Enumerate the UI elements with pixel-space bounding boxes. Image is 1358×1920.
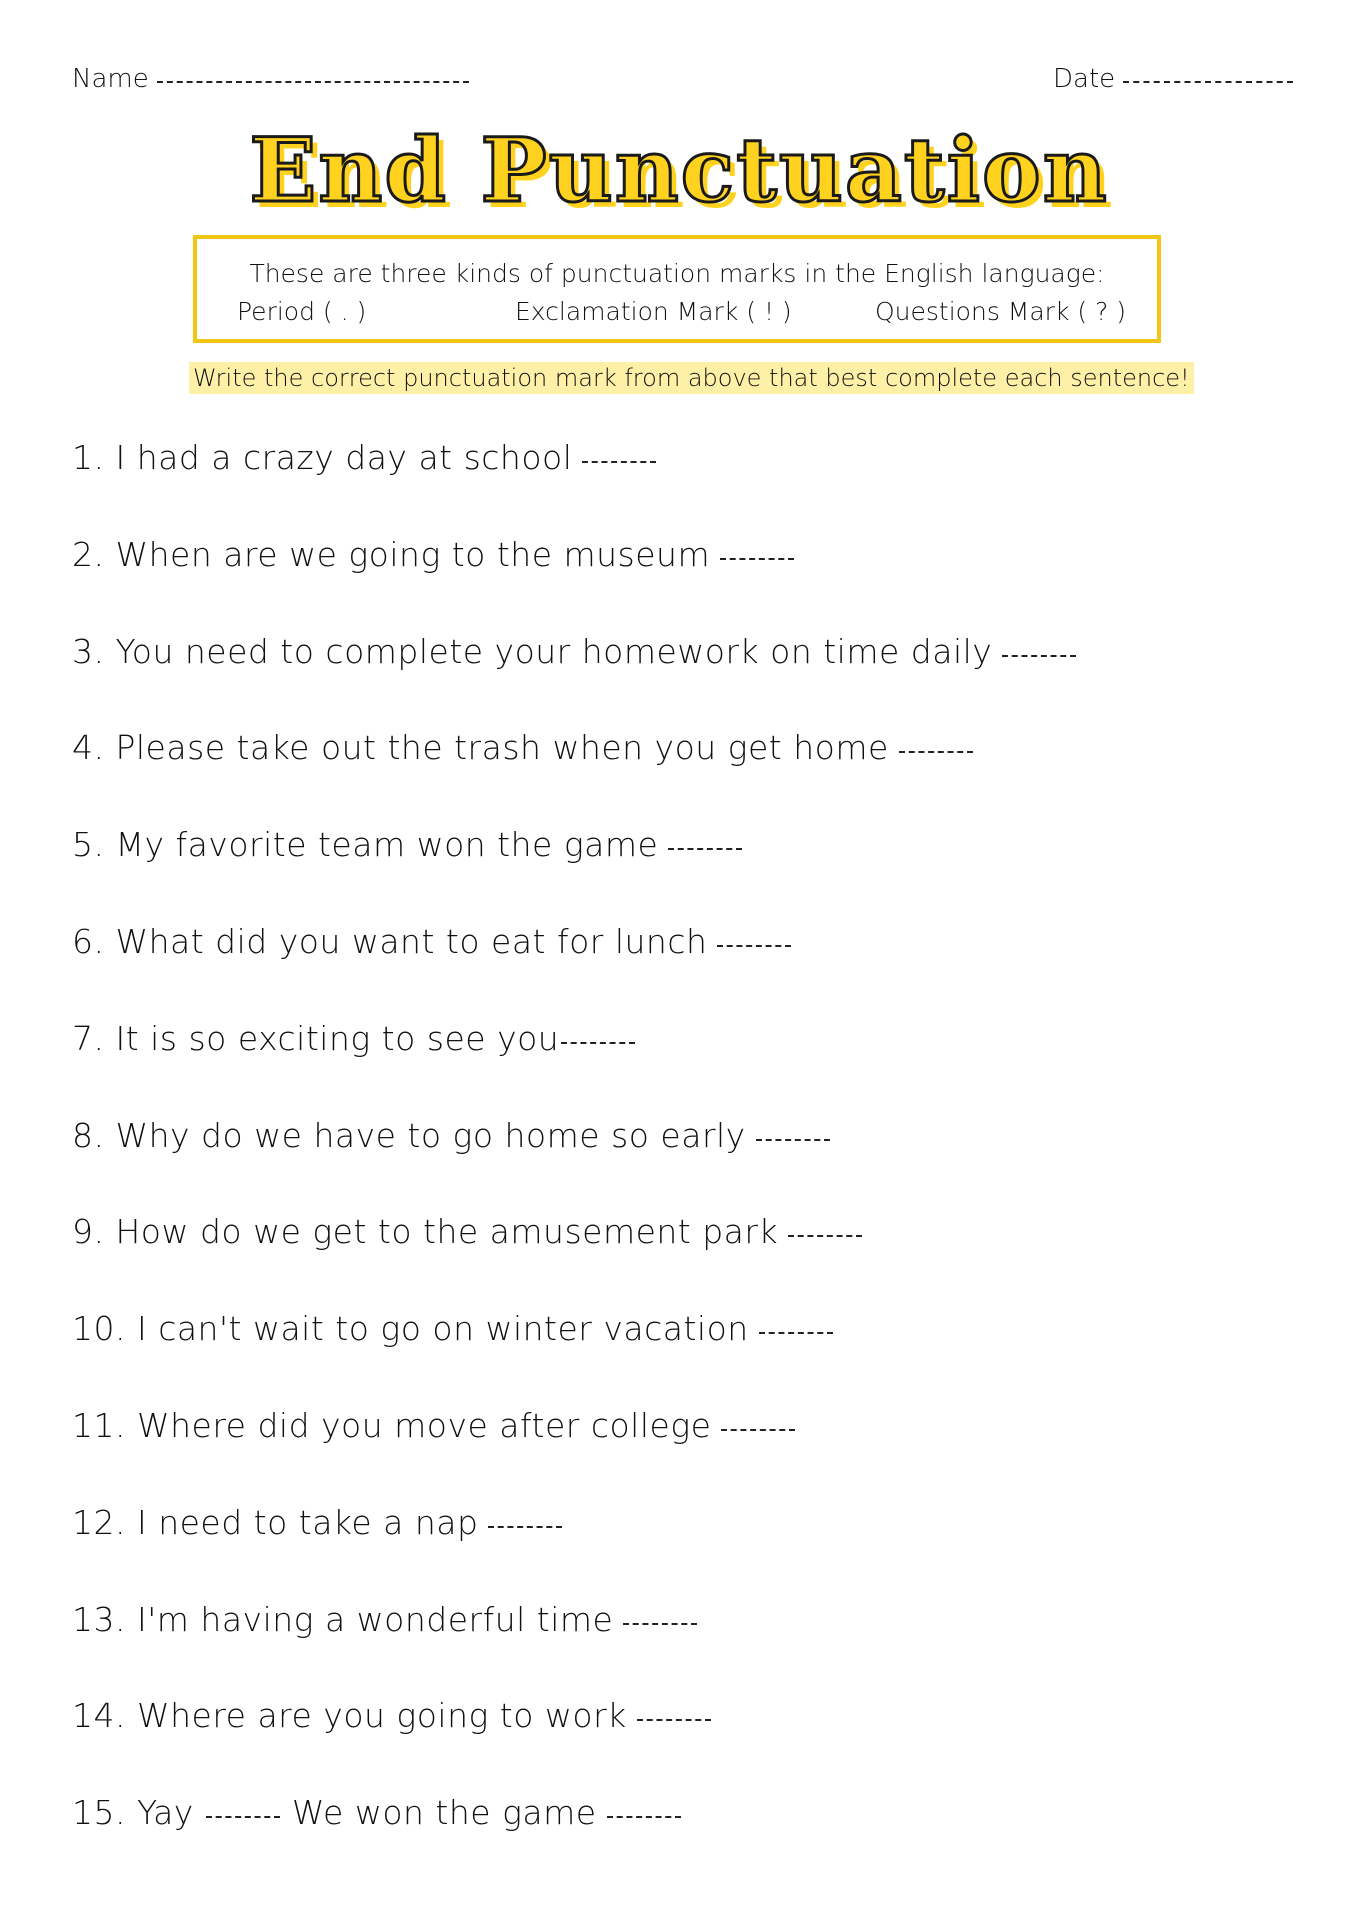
sentence-item <box>72 632 1076 729</box>
name-field[interactable] <box>72 64 469 94</box>
answer-blank[interactable] <box>623 1623 697 1625</box>
answer-blank[interactable] <box>668 848 742 850</box>
name-line[interactable] <box>157 81 469 83</box>
info-intro-text: These are three kinds of punctuation marks in the English language: <box>249 259 1105 288</box>
answer-blank[interactable] <box>206 1816 280 1818</box>
sentence-text: 15. Yay <box>72 1793 194 1833</box>
sentence-item <box>72 922 1076 1019</box>
sentence-item <box>72 1600 1076 1697</box>
answer-blank[interactable] <box>607 1816 681 1818</box>
answer-blank[interactable] <box>488 1526 562 1528</box>
name-label: Name <box>72 64 149 94</box>
sentence-item <box>72 1019 1076 1116</box>
answer-blank[interactable] <box>717 945 791 947</box>
date-field[interactable] <box>1053 64 1293 94</box>
answer-blank[interactable] <box>788 1235 862 1237</box>
date-line[interactable] <box>1123 81 1293 83</box>
sentence-item <box>72 825 1076 922</box>
sentence-text: 3. You need to complete your homework on time daily <box>72 631 993 671</box>
answer-blank[interactable] <box>561 1042 635 1044</box>
sentence-item <box>72 1309 1076 1406</box>
sentence-text: 9. How do we get to the amusement park <box>72 1212 779 1252</box>
instruction-text: Write the correct punctuation mark from above that best complete each sentence! <box>189 362 1194 394</box>
punctuation-info-box <box>193 235 1161 343</box>
sentence-list <box>72 438 1076 1890</box>
sentence-item <box>72 1116 1076 1213</box>
answer-blank[interactable] <box>637 1719 711 1721</box>
answer-blank[interactable] <box>720 558 794 560</box>
answer-blank[interactable] <box>721 1429 795 1431</box>
sentence-item <box>72 1406 1076 1503</box>
sentence-text: 1. I had a crazy day at school <box>72 438 573 477</box>
sentence-item <box>72 1793 1076 1890</box>
answer-blank[interactable] <box>759 1332 833 1334</box>
sentence-text: 5. My favorite team won the game <box>72 825 659 865</box>
sentence-item <box>72 728 1076 825</box>
sentence-text: 10. I can't wait to go on winter vacation <box>72 1309 749 1349</box>
sentence-item <box>72 535 1076 632</box>
sentence-item <box>72 1696 1076 1793</box>
sentence-text: 13. I'm having a wonderful time <box>72 1599 614 1639</box>
sentence-text: 4. Please take out the trash when you get home <box>72 728 889 768</box>
period-mark-label: Period ( . ) <box>237 297 367 326</box>
sentence-text: 8. Why do we have to go home so early <box>72 1115 746 1155</box>
sentence-text-tail: We won the game <box>291 1793 597 1833</box>
sentence-text: 6. What did you want to eat for lunch <box>72 921 708 961</box>
exclamation-mark-label: Exclamation Mark ( ! ) <box>515 297 792 326</box>
sentence-item <box>72 1212 1076 1309</box>
answer-blank[interactable] <box>1002 655 1076 657</box>
page-title: End Punctuation <box>249 118 1109 222</box>
answer-blank[interactable] <box>756 1139 830 1141</box>
sentence-text: 12. I need to take a nap <box>72 1502 479 1542</box>
date-label: Date <box>1053 64 1116 94</box>
sentence-text: 2. When are we going to the museum <box>72 534 711 574</box>
answer-blank[interactable] <box>899 751 973 753</box>
question-mark-label: Questions Mark ( ? ) <box>875 297 1127 326</box>
sentence-text: 11. Where did you move after college <box>72 1405 712 1445</box>
sentence-item <box>72 1503 1076 1600</box>
sentence-item <box>72 438 1076 535</box>
answer-blank[interactable] <box>582 461 656 463</box>
sentence-text: 14. Where are you going to work <box>72 1696 627 1736</box>
sentence-text: 7. It is so exciting to see you <box>72 1018 560 1058</box>
